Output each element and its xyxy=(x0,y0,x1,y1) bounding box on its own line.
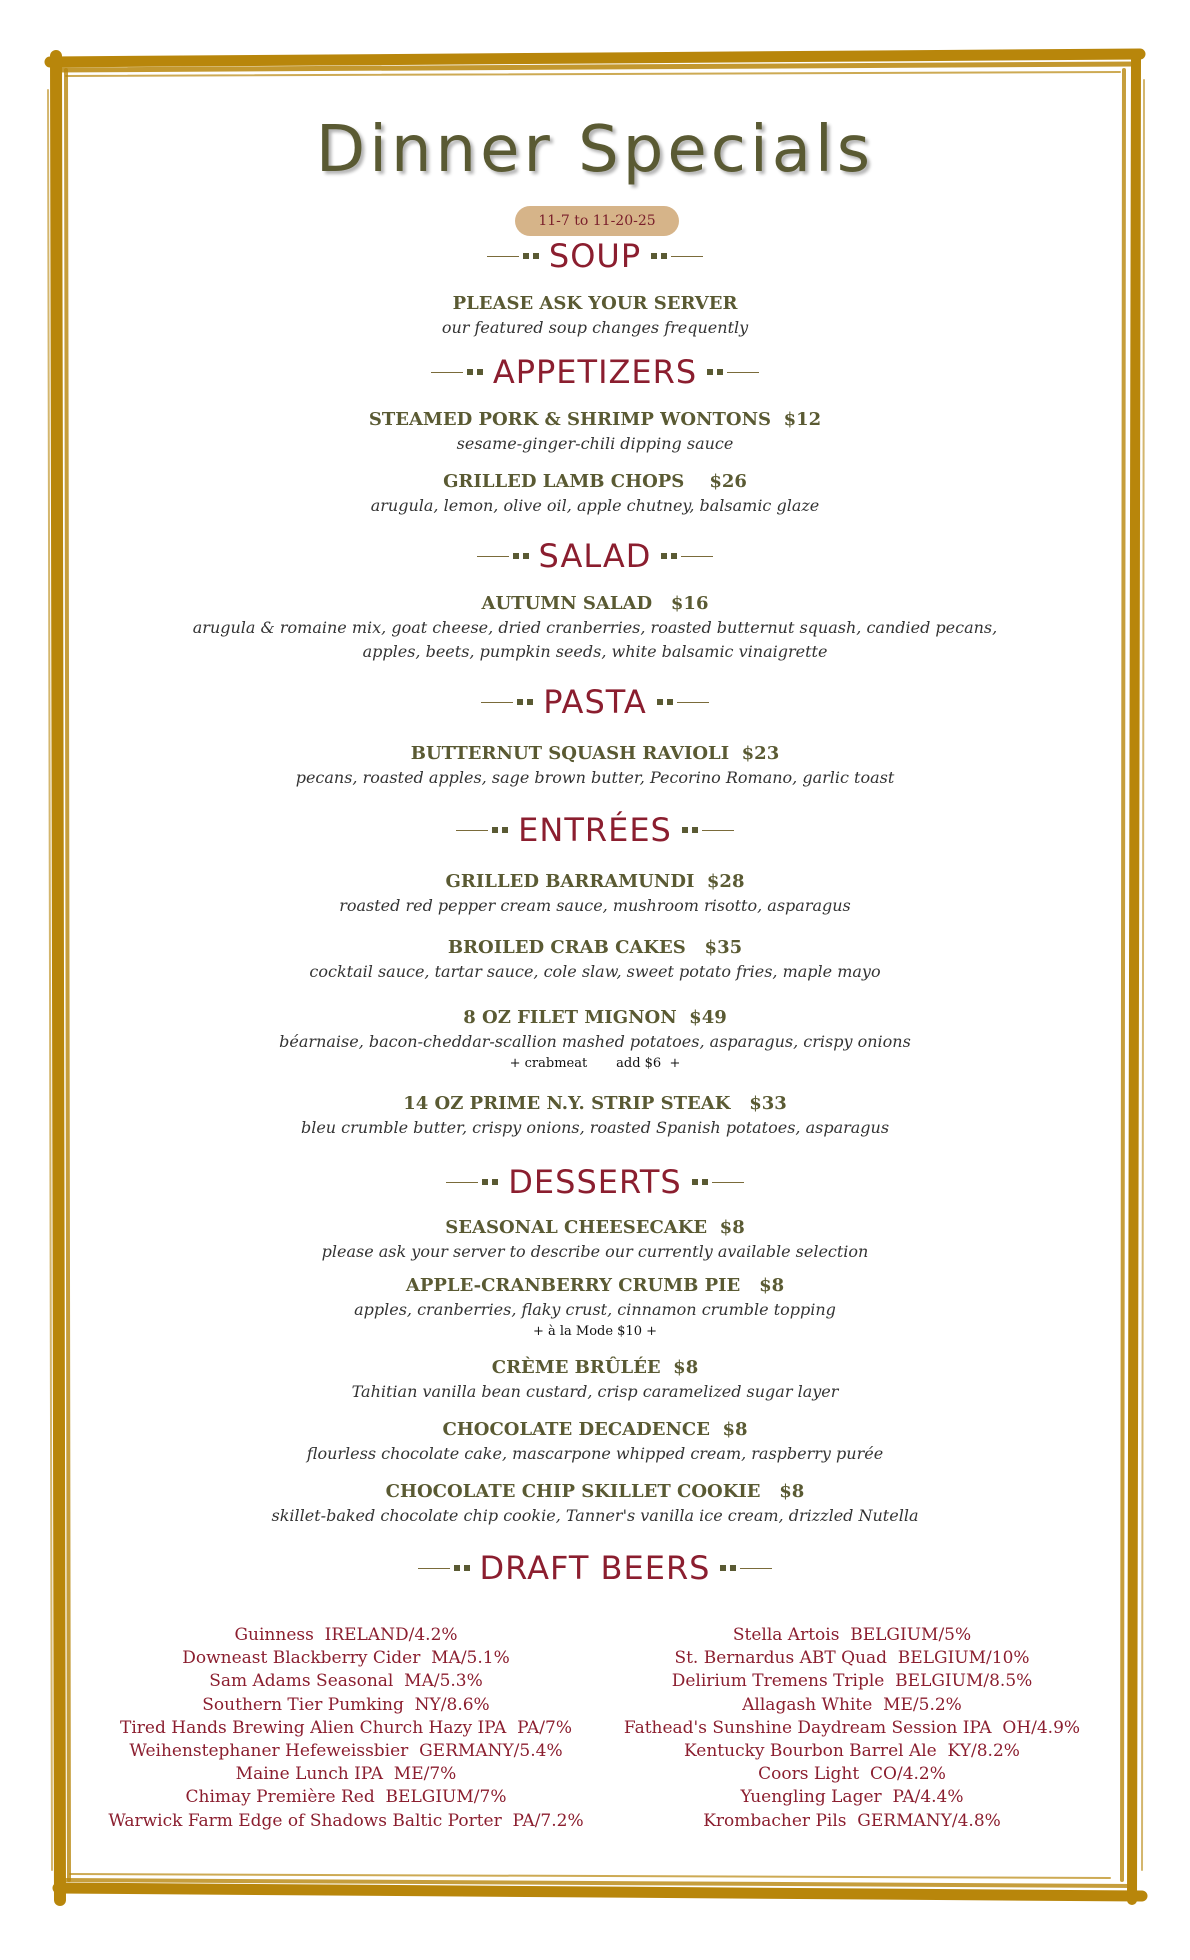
menu-item xyxy=(60,1274,1130,1342)
beer-item: Stella Artois BELGIUM/5% xyxy=(732,1625,972,1645)
divider-right xyxy=(651,253,703,259)
divider-left xyxy=(487,253,539,259)
item-description: Tahitian vanilla bean custard, crisp caramelized sugar layer xyxy=(351,1382,839,1401)
item-name: BROILED CRAB CAKES $35 xyxy=(447,937,743,958)
menu-item xyxy=(60,742,1130,790)
menu-item xyxy=(60,1418,1130,1466)
menu-item xyxy=(60,408,1130,456)
item-description: sesame-ginger-chili dipping sauce xyxy=(456,434,734,453)
divider-left xyxy=(456,827,508,833)
item-description: skillet-baked chocolate chip cookie, Tanner's vanilla ice cream, drizzled Nutella xyxy=(271,1506,919,1525)
item-name: PLEASE ASK YOUR SERVER xyxy=(452,293,738,314)
divider-left xyxy=(481,699,533,705)
menu-item xyxy=(60,870,1130,918)
section-entrees-heading xyxy=(60,810,1130,850)
divider-right xyxy=(661,553,713,559)
section-title: APPETIZERS xyxy=(492,353,698,391)
beer-list-left xyxy=(86,1624,606,1833)
item-name: APPLE-CRANBERRY CRUMB PIE $8 xyxy=(405,1275,785,1296)
section-salad-heading xyxy=(60,536,1130,576)
item-description-continued: apples, beets, pumpkin seeds, white balsamic vinaigrette xyxy=(362,642,828,661)
beer-item: Chimay Première Red BELGIUM/7% xyxy=(185,1787,507,1808)
beer-item: Maine Lunch IPA ME/7% xyxy=(235,1764,457,1785)
divider-right xyxy=(692,1179,744,1185)
menu-item xyxy=(60,1092,1130,1140)
divider-right xyxy=(657,699,709,705)
beer-item: Tired Hands Brewing Alien Church Hazy IPA PA/7% xyxy=(120,1717,572,1738)
section-pasta-heading xyxy=(60,682,1130,722)
section-soup-heading xyxy=(60,236,1130,276)
item-name: BUTTERNUT SQUASH RAVIOLI $23 xyxy=(410,743,780,764)
menu-item xyxy=(60,1356,1130,1404)
item-name: GRILLED BARRAMUNDI $28 xyxy=(445,871,745,892)
section-title: PASTA xyxy=(543,683,647,721)
section-title: ENTRÉES xyxy=(518,811,672,849)
beer-item: St. Bernardus ABT Quad BELGIUM/10% xyxy=(674,1648,1030,1669)
beer-item: Allagash White ME/5.2% xyxy=(742,1694,962,1715)
section-title: SALAD xyxy=(538,537,652,575)
item-addon: + à la Mode $10 + xyxy=(532,1324,658,1339)
section-title: SOUP xyxy=(548,237,642,275)
section-draft-beers-heading xyxy=(60,1548,1130,1588)
menu-item xyxy=(60,1216,1130,1264)
beer-item: Fathead's Sunshine Daydream Session IPA OH/4.9% xyxy=(623,1717,1081,1738)
beer-item: Guinness IRELAND/4.2% xyxy=(234,1625,458,1645)
divider-left xyxy=(477,553,529,559)
divider-left xyxy=(418,1565,470,1571)
divider-right xyxy=(707,369,759,375)
menu-item xyxy=(60,470,1130,518)
beer-item: Weihenstephaner Hefeweissbier GERMANY/5.4% xyxy=(129,1741,563,1762)
page-title: Dinner Specials xyxy=(315,113,875,187)
beer-item: Yuengling Lager PA/4.4% xyxy=(740,1787,964,1808)
beer-item: Sam Adams Seasonal MA/5.3% xyxy=(209,1671,483,1692)
section-appetizers-heading xyxy=(60,352,1130,392)
section-desserts-heading xyxy=(60,1162,1130,1202)
beer-item: Warwick Farm Edge of Shadows Baltic Porter PA/7.2% xyxy=(108,1810,584,1831)
item-name: AUTUMN SALAD $16 xyxy=(481,593,709,614)
section-title: DESSERTS xyxy=(508,1163,682,1201)
beer-list-right xyxy=(592,1624,1112,1833)
beer-item: Southern Tier Pumking NY/8.6% xyxy=(202,1694,490,1715)
item-name: 14 OZ PRIME N.Y. STRIP STEAK $33 xyxy=(403,1093,787,1114)
item-description: please ask your server to describe our currently available selection xyxy=(321,1242,869,1261)
menu-item xyxy=(60,592,1130,664)
item-name: CRÈME BRÛLÉE $8 xyxy=(491,1357,699,1378)
item-name: CHOCOLATE DECADENCE $8 xyxy=(442,1419,748,1440)
menu-item xyxy=(60,1480,1130,1528)
item-description: roasted red pepper cream sauce, mushroom risotto, asparagus xyxy=(339,896,851,915)
beer-item: Downeast Blackberry Cider MA/5.1% xyxy=(182,1648,510,1669)
section-title: DRAFT BEERS xyxy=(479,1549,711,1587)
item-description: our featured soup changes frequently xyxy=(441,318,749,337)
item-description: apples, cranberries, flaky crust, cinnamon crumble topping xyxy=(354,1300,836,1319)
item-description: flourless chocolate cake, mascarpone whipped cream, raspberry purée xyxy=(306,1444,884,1463)
divider-right xyxy=(720,1565,772,1571)
divider-right xyxy=(682,827,734,833)
divider-left xyxy=(431,369,483,375)
menu-item xyxy=(60,292,1130,340)
menu-item xyxy=(60,936,1130,984)
menu-item xyxy=(60,1006,1130,1074)
beer-item: Delirium Tremens Triple BELGIUM/8.5% xyxy=(671,1671,1033,1692)
item-name: GRILLED LAMB CHOPS $26 xyxy=(443,471,747,492)
item-name: CHOCOLATE CHIP SKILLET COOKIE $8 xyxy=(385,1481,805,1502)
item-description: bleu crumble butter, crispy onions, roasted Spanish potatoes, asparagus xyxy=(300,1118,890,1137)
item-description: arugula, lemon, olive oil, apple chutney, balsamic glaze xyxy=(370,496,820,515)
item-addon: + crabmeat add $6 + xyxy=(509,1056,681,1071)
beer-item: Coors Light CO/4.2% xyxy=(758,1764,946,1785)
item-description: pecans, roasted apples, sage brown butter, Pecorino Romano, garlic toast xyxy=(295,768,895,787)
item-description: cocktail sauce, tartar sauce, cole slaw, sweet potato fries, maple mayo xyxy=(309,962,881,981)
item-name: 8 OZ FILET MIGNON $49 xyxy=(463,1007,727,1028)
item-name: SEASONAL CHEESECAKE $8 xyxy=(445,1217,745,1238)
item-description: béarnaise, bacon-cheddar-scallion mashed potatoes, asparagus, crispy onions xyxy=(279,1032,911,1051)
date-range-badge: 11-7 to 11-20-25 xyxy=(515,206,679,236)
beer-item: Kentucky Bourbon Barrel Ale KY/8.2% xyxy=(684,1741,1020,1762)
beer-item: Krombacher Pils GERMANY/4.8% xyxy=(703,1810,1001,1831)
divider-left xyxy=(446,1179,498,1185)
item-name: STEAMED PORK & SHRIMP WONTONS $12 xyxy=(368,409,822,430)
item-description: arugula & romaine mix, goat cheese, dried cranberries, roasted butternut squash, candied pecans, xyxy=(192,618,998,637)
